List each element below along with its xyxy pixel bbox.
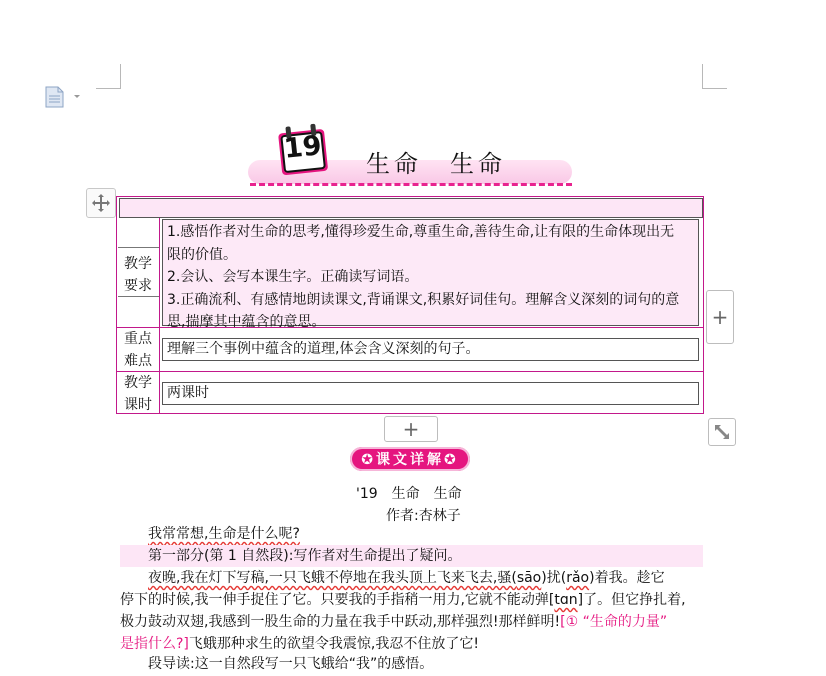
pinyin: sāo [516,570,542,586]
annotation-note: [① “生命的力量” [560,614,668,630]
goal-line: 2.会认、会写本课生字。正确读写词语。 [167,269,419,285]
label-line: 教学 [124,375,152,391]
pinyin: tɑn [554,592,578,608]
requirements-cell[interactable] [162,219,699,330]
lesson-number: 19 [282,130,324,165]
row-label-requirements [118,253,158,297]
text-segment: 极力鼓动双翅,我感到一股生命的力量在我手中跃动,那样强烈!那样鲜明! [120,614,561,630]
label-line: 难点 [124,353,152,369]
paragraph-guide: 段导读:这一自然段写一只飞蛾给“我”的感悟。 [148,656,434,672]
text-segment: 夜晚,我在灯下写稿,一只飞蛾不停地在我头顶上飞来飞去,骚( [148,570,517,586]
move-arrows-icon [91,193,111,213]
article-title: '19 生命 生命 [356,486,462,502]
part-1-summary: 第一部分(第 1 自然段):写作者对生命提出了疑问。 [148,548,462,564]
annotation-note: 是指什么?] [120,636,189,652]
add-row-button[interactable] [384,416,438,442]
paragraph-1 [120,523,300,545]
goal-line: 3.正确流利、有感情地朗读课文,背诵课文,积累好词佳句。理解含义深刻的词句的意 [167,291,680,308]
title-underline [250,183,572,186]
text-segment: )着我。趁它 [589,570,665,586]
text-segment: 飞蛾那种求生的欲望令我震惊,我忍不住放了它! [188,636,479,652]
label-sub-divider [118,247,159,248]
label-line: 课时 [124,397,152,413]
key-points-cell[interactable] [162,338,699,361]
table-row-divider [116,371,704,372]
row-label-class-hours [118,372,158,416]
goal-line: 限的价值。 [167,246,237,263]
paragraph-2-line [120,633,704,655]
label-line: 要求 [124,278,152,294]
text-segment: ]了。但它挣扎着, [577,592,686,608]
plus-icon: + [711,305,729,329]
pinyin: rǎo [566,570,590,586]
paragraph-2-line [120,589,704,611]
plus-icon: + [402,417,420,441]
resize-arrows-icon [712,422,732,442]
add-column-button[interactable] [706,290,734,344]
section-badge: ✪课文详解✪ [350,447,470,471]
row-label-key-points [118,328,158,372]
page-corner-mark-left [96,64,121,89]
table-header-row[interactable] [119,198,703,218]
paragraph-1-text: 我常常想,生命是什么呢? [148,526,300,542]
lesson-title: 生命 生命 [366,150,506,178]
label-line: 重点 [124,331,152,347]
article-author: 作者:杏林子 [386,508,461,524]
paragraph-2-line [120,567,704,589]
class-hours-text: 两课时 [167,385,209,401]
text-segment: )扰( [541,570,567,586]
table-column-divider [159,218,160,414]
table-resize-handle[interactable] [708,418,736,446]
paragraph-2 [120,567,704,655]
key-points-text: 理解三个事例中蕴含的道理,体会含义深刻的句子。 [167,341,480,357]
class-hours-cell[interactable] [162,382,699,405]
page-corner-mark-right [702,64,727,89]
text-segment: 停下的时候,我一伸手捉住了它。只要我的手指稍一用力,它就不能动弹[ [120,592,555,608]
label-line: 教学 [124,256,152,272]
goal-line: 1.感悟作者对生命的思考,懂得珍爱生命,尊重生命,善待生命,让有限的生命体现出无 [167,224,675,240]
document-icon[interactable] [44,86,84,108]
paragraph-2-line [120,611,704,633]
goal-line: 思,揣摩其中蕴含的意思。 [167,314,326,330]
table-move-handle[interactable] [86,188,116,218]
